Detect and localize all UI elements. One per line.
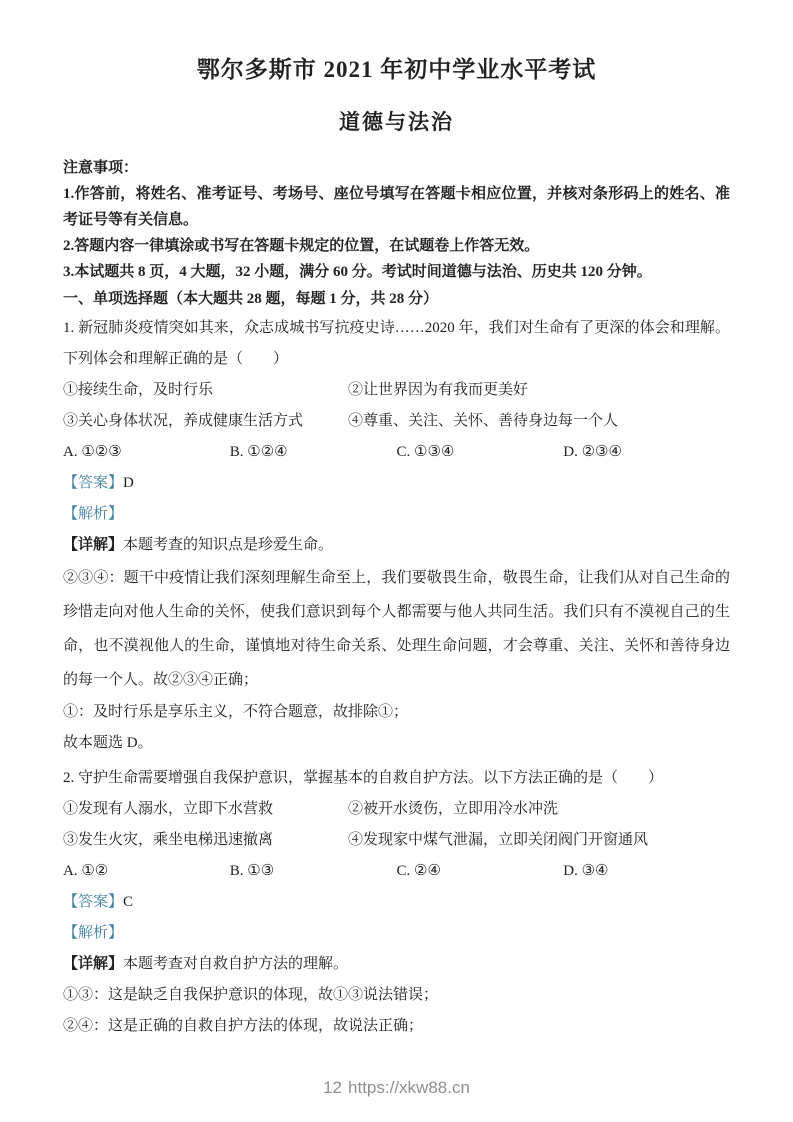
analysis-line bbox=[63, 499, 730, 530]
option-item-2: ②被开水烫伤，立即用冷水冲洗 bbox=[348, 800, 559, 817]
detail-line bbox=[63, 949, 730, 980]
explain-line: 故本题选 D。 bbox=[63, 734, 153, 751]
detail-line bbox=[63, 530, 730, 561]
choice-a: A. ①② bbox=[63, 862, 109, 879]
answer-label: 【答案】 bbox=[63, 893, 124, 910]
option-item-4: ④尊重、关注、关怀、善待身边每一个人 bbox=[348, 412, 619, 429]
answer-label: 【答案】 bbox=[63, 474, 124, 491]
section-heading: 一、单项选择题（本大题共 28 题，每题 1 分，共 28 分） bbox=[63, 290, 439, 307]
answer-line bbox=[63, 468, 730, 499]
answer-value: D bbox=[123, 474, 134, 491]
explain-line: ①③：这是缺乏自我保护意识的体现，故①③说法错误； bbox=[63, 986, 439, 1003]
question-block-2 bbox=[63, 763, 730, 1042]
question-block-1 bbox=[63, 313, 730, 759]
notices-section bbox=[63, 155, 730, 313]
detail-text: 本题考查的知识点是珍爱生命。 bbox=[123, 536, 334, 553]
option-item-1: ①接续生命，及时行乐 bbox=[63, 381, 214, 398]
explain-paragraph: ②③④：题干中疫情让我们深刻理解生命至上，我们要敬畏生命，敬畏生命，让我们从对自己生命的珍惜走向对他人生命的关怀，使我们意识到每个人都需要与他人共同生活。我们只有不漠视自己的生命，也不漠视他人的生命，谨慎地对待生命关系、处理生命问题，才会尊重、关注、关怀和善待身边的每一个人。故②③④正确； bbox=[63, 569, 730, 688]
explain-line: ②④：这是正确的自救自护方法的体现，故说法正确； bbox=[63, 1017, 424, 1034]
option-item-1: ①发现有人溺水，立即下水营救 bbox=[63, 800, 274, 817]
analysis-line bbox=[63, 918, 730, 949]
notice-item-1: 1.作答前，将姓名、准考证号、考场号、座位号填写在答题卡相应位置，并核对条形码上的姓名、准考证号等有关信息。 bbox=[63, 185, 730, 228]
notices-heading: 注意事项： bbox=[63, 159, 139, 176]
choice-a: A. ①②③ bbox=[63, 443, 122, 460]
analysis-label: 【解析】 bbox=[63, 505, 124, 522]
notice-item-3: 3.本试题共 8 页，4 大题，32 小题，满分 60 分。考试时间道德与法治、历史共 120 分钟。 bbox=[63, 263, 652, 280]
choice-d: D. ②③④ bbox=[563, 443, 622, 460]
choice-c: C. ②④ bbox=[396, 862, 441, 879]
option-item-3: ③关心身体状况，养成健康生活方式 bbox=[63, 412, 304, 429]
analysis-label: 【解析】 bbox=[63, 924, 124, 941]
choice-d: D. ③④ bbox=[563, 862, 609, 879]
explain-line: ①：及时行乐是享乐主义，不符合题意，故排除①； bbox=[63, 703, 409, 720]
detail-text: 本题考查对自救自护方法的理解。 bbox=[123, 955, 349, 972]
choice-row bbox=[63, 437, 730, 468]
choice-b: B. ①③ bbox=[229, 862, 275, 879]
detail-label: 【详解】 bbox=[63, 955, 124, 972]
answer-value: C bbox=[123, 893, 134, 910]
option-row bbox=[63, 825, 730, 856]
option-item-4: ④发现家中煤气泄漏，立即关闭阀门开窗通风 bbox=[348, 831, 649, 848]
page-number: 12 bbox=[323, 1078, 343, 1097]
choice-row bbox=[63, 856, 730, 887]
question-stem: 1. 新冠肺炎疫情突如其来，众志成城书写抗疫史诗……2020 年，我们对生命有了更深的体会和理解。下列体会和理解正确的是（ ） bbox=[63, 319, 730, 367]
page-subtitle: 道德与法治 bbox=[339, 109, 454, 134]
choice-c: C. ①③④ bbox=[396, 443, 455, 460]
detail-label: 【详解】 bbox=[63, 536, 124, 553]
page-title: 鄂尔多斯市 2021 年初中学业水平考试 bbox=[196, 57, 597, 82]
option-item-3: ③发生火灾，乘坐电梯迅速撤离 bbox=[63, 831, 274, 848]
footer-url: https://xkw88.cn bbox=[348, 1078, 470, 1097]
option-item-2: ②让世界因为有我而更美好 bbox=[348, 381, 529, 398]
option-row bbox=[63, 406, 730, 437]
choice-b: B. ①②④ bbox=[229, 443, 288, 460]
option-row bbox=[63, 794, 730, 825]
notice-item-2: 2.答题内容一律填涂或书写在答题卡规定的位置，在试题卷上作答无效。 bbox=[63, 237, 540, 254]
page-footer bbox=[0, 1078, 793, 1098]
answer-line bbox=[63, 887, 730, 918]
option-row bbox=[63, 375, 730, 406]
question-stem: 2. 守护生命需要增强自我保护意识，掌握基本的自救自护方法。以下方法正确的是（ ） bbox=[63, 769, 664, 786]
